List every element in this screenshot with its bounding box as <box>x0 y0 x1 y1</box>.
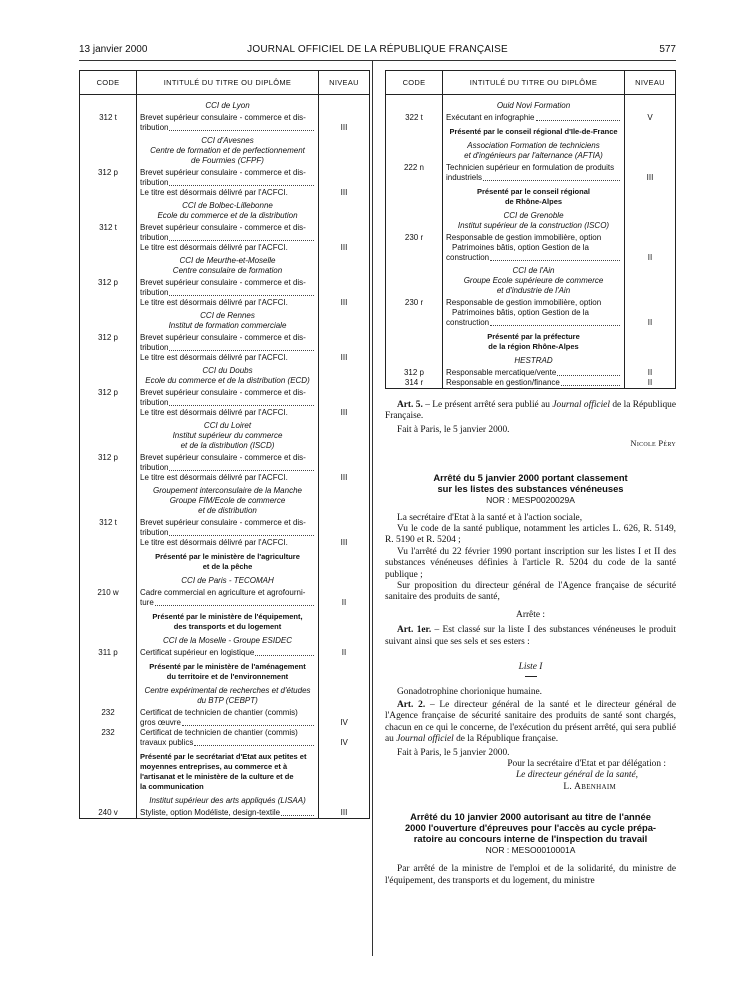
table-row <box>80 253 370 278</box>
diploma-level: III <box>319 278 370 308</box>
table-row <box>386 233 676 263</box>
table-row <box>386 368 676 389</box>
diploma-level: III <box>319 168 370 198</box>
diploma-title-cont: construction <box>446 253 490 262</box>
fait-a-paris: Fait à Paris, le 5 janvier 2000. <box>397 424 510 435</box>
table-row <box>80 548 370 588</box>
page-header <box>79 44 676 58</box>
decree-title-line: Arrêté du 10 janvier 2000 autorisant au titre de l'année <box>410 811 651 823</box>
page-number: 577 <box>659 44 676 55</box>
presenter-cont: moyennes entreprises, au commerce et à <box>140 762 288 771</box>
diploma-code: 232 <box>80 728 137 748</box>
organism-name: Centre expérimental de recherches et d'études <box>144 686 311 695</box>
diploma-level: II <box>625 233 676 263</box>
diploma-title-cont: Patrimoines bâtis, option Gestion de la <box>452 243 589 252</box>
diploma-code: 311 p <box>80 648 137 658</box>
header-intitule: INTITULÉ DU TITRE OU DIPLÔME <box>137 71 319 95</box>
organism-sub: Groupe FIM/Ecole de commerce <box>169 496 286 505</box>
table-row <box>386 123 676 163</box>
organism-name: CCI de Meurthe-et-Moselle <box>179 256 276 265</box>
paragraph: Par arrêté de la ministre de l'emploi et de la solidarité, du ministre de l'équipement, des transports et du logement, du ministre <box>385 864 676 886</box>
product-name: Gonadotrophine chorionique humaine. <box>397 686 543 697</box>
organism-name: CCI de Paris - TECOMAH <box>181 576 274 585</box>
diploma-title: Responsable de gestion immobilière, option <box>446 298 602 307</box>
presenter: Présenté par le conseil régional d'Ile-de-France <box>449 127 618 136</box>
diploma-title: Responsable de gestion immobilière, option <box>446 233 602 242</box>
table-row <box>80 95 370 114</box>
diploma-title-cont: tribution <box>140 398 169 407</box>
director-title: Le directeur général de la santé, <box>515 770 638 781</box>
organism-sub: Institut supérieur du commerce <box>172 431 283 440</box>
table-row <box>386 263 676 298</box>
diploma-level: V <box>625 113 676 123</box>
diploma-note: Le titre est désormais délivré par l'ACFCI. <box>140 298 288 307</box>
article-text: – Le présent arrêté sera publié au <box>422 400 553 410</box>
diploma-title: Brevet supérieur consulaire - commerce et dis- <box>140 453 306 462</box>
diploma-title-cont: tribution <box>140 233 169 242</box>
organism-sub: Institut supérieur de la construction (ISCO) <box>457 221 610 230</box>
diploma-table-left <box>79 70 370 819</box>
diploma-title: Brevet supérieur consulaire - commerce et dis- <box>140 278 306 287</box>
diploma-title: Brevet supérieur consulaire - commerce et dis- <box>140 168 306 177</box>
organism-sub: du BTP (CEBPT) <box>197 696 258 705</box>
organism-name: CCI de Grenoble <box>503 211 564 220</box>
journal-title: JOURNAL OFFICIEL DE LA RÉPUBLIQUE FRANÇAISE <box>247 44 508 55</box>
signature: L. Abenhaim <box>563 781 616 792</box>
diploma-code: 312 t <box>80 518 137 548</box>
table-row <box>80 518 370 548</box>
article-label: Art. 1er. <box>397 625 432 636</box>
diploma-title-cont: Patrimoines bâtis, option Gestion de la <box>452 308 589 317</box>
diploma-title-cont: travaux publics <box>140 738 194 747</box>
diploma-title-cont: tribution <box>140 178 169 187</box>
arrete-label: Arrête : <box>516 609 545 620</box>
diploma-title: Certificat de technicien de chantier (commis) <box>140 708 298 717</box>
diploma-title: Styliste, option Modéliste, design-textile <box>140 808 281 817</box>
organism-name: CCI de l'Ain <box>512 266 555 275</box>
article-text: – Est classé sur la liste I des substances vénéneuses le produit suivant ainsi que ses sels et ses esters : <box>385 625 677 647</box>
diploma-title: Responsable en gestion/finance <box>446 378 560 387</box>
organism-sub: et de distribution <box>198 506 257 515</box>
article-5 <box>385 400 676 450</box>
diploma-note: Le titre est désormais délivré par l'ACFCI. <box>140 353 288 362</box>
journal-ref: Journal officiel <box>552 400 610 410</box>
diploma-note: Le titre est désormais délivré par l'ACFCI. <box>140 538 288 547</box>
diploma-title: Exécutant en infographie <box>446 113 535 122</box>
table-row <box>80 333 370 363</box>
table-row <box>80 588 370 608</box>
organism-name: Institut supérieur des arts appliqués (LISAA) <box>149 796 306 805</box>
diploma-title: Technicien supérieur en formulation de produits <box>446 163 615 172</box>
table-row <box>80 658 370 708</box>
diploma-title-cont: industriels <box>446 173 483 182</box>
table-row <box>386 328 676 368</box>
organism-sub: Ecole du commerce et de la distribution (ECD) <box>145 376 310 385</box>
diploma-title: Responsable mercatique/vente <box>446 368 557 377</box>
table-row <box>386 163 676 183</box>
header-intitule: INTITULÉ DU TITRE OU DIPLÔME <box>443 71 625 95</box>
diploma-title-cont: ture <box>140 598 154 607</box>
paragraph: La secrétaire d'Etat à la santé et à l'action sociale, <box>397 512 583 523</box>
header-code: CODE <box>386 71 443 95</box>
table-row <box>386 95 676 114</box>
article-text: de la République française. <box>453 734 559 745</box>
diploma-title-cont: construction <box>446 318 490 327</box>
diploma-code: 240 v <box>80 808 137 819</box>
diploma-level: III <box>319 113 370 133</box>
diploma-code: 312 p <box>80 333 137 363</box>
organism-name: HESTRAD <box>514 356 553 365</box>
signature: Nicole Péry <box>630 438 676 449</box>
diploma-code: 312 t <box>80 113 137 133</box>
organism-sub: Ecole du commerce et de la distribution <box>157 211 298 220</box>
table-row <box>80 278 370 308</box>
diploma-code: 312 p <box>80 453 137 483</box>
article-text: de la République Française. <box>385 400 676 422</box>
decree-title <box>385 811 676 844</box>
diploma-level: III <box>625 163 676 183</box>
diploma-level: II <box>319 648 370 658</box>
article-text: – Le directeur général de la santé et le directeur général de l'Agence française de sécurité sanitaire des produits de santé sont chargés, chacun en ce qui le concerne, de l'exécution du présent arrêté, qui sera publié au <box>385 699 677 745</box>
diploma-title: Certificat supérieur en logistique <box>140 648 255 657</box>
nor-reference: NOR : MESP0020029A <box>486 494 575 505</box>
presenter-cont: l'artisanat et le ministère de la culture et de <box>140 772 294 781</box>
header-niveau: NIVEAU <box>319 71 370 95</box>
presenter-cont: la communication <box>140 782 204 791</box>
diploma-level: II <box>625 298 676 328</box>
header-code: CODE <box>80 71 137 95</box>
table-row <box>80 308 370 333</box>
presenter-cont: de Rhône-Alpes <box>504 197 563 206</box>
organism-name: CCI de Lyon <box>205 101 250 110</box>
presenter-cont: des transports et du logement <box>173 622 282 631</box>
diploma-level: III <box>319 808 370 819</box>
diploma-title: Brevet supérieur consulaire - commerce et dis- <box>140 223 306 232</box>
table-row <box>386 298 676 328</box>
diploma-level: II <box>647 378 653 387</box>
nor-reference: NOR : MESO0010001A <box>485 845 576 856</box>
diploma-title: Cadre commercial en agriculture et agrofourni- <box>140 588 306 597</box>
presenter: Présenté par le ministère de l'aménagement <box>149 662 306 671</box>
diploma-code: 322 t <box>386 113 443 123</box>
diploma-code: 210 w <box>80 588 137 608</box>
organism-sub: et d'ingénieurs par l'alternance (AFTIA) <box>464 151 603 160</box>
diploma-title: Brevet supérieur consulaire - commerce et dis- <box>140 518 306 527</box>
presenter: Présenté par le ministère de l'agriculture <box>155 552 300 561</box>
diploma-level: III <box>319 453 370 483</box>
paragraph: Vu l'arrêté du 22 février 1990 portant inscription sur les listes I et II des substances vénéneuses définies à l'article R. 5204 du code de la santé publique ; <box>385 546 676 580</box>
organism-sub: et d'industrie de l'Ain <box>496 286 571 295</box>
diploma-code: 312 p <box>80 388 137 418</box>
right-column <box>385 70 676 887</box>
article-label: Art. 2. <box>397 699 426 710</box>
diploma-title: Brevet supérieur consulaire - commerce et dis- <box>140 333 306 342</box>
diploma-title-cont: tribution <box>140 288 169 297</box>
table-row <box>80 748 370 808</box>
presenter-cont: de la région Rhône-Alpes <box>488 342 579 351</box>
diploma-title-cont: tribution <box>140 528 169 537</box>
table-row <box>80 483 370 518</box>
table-row <box>386 113 676 123</box>
list-heading: Liste I <box>518 662 543 673</box>
paragraph: Sur proposition du directeur général de l'Agence française de sécurité sanitaire des produits de santé, <box>385 581 676 603</box>
paragraph: Vu le code de la santé publique, notamment les articles L. 626, R. 5149, R. 5190 et R. 5204 ; <box>385 524 676 546</box>
decree-title-line: sur les listes des substances vénéneuses <box>437 482 624 494</box>
decree-substances <box>385 472 676 794</box>
header-niveau: NIVEAU <box>625 71 676 95</box>
header-rule <box>79 60 676 61</box>
table-row <box>80 198 370 223</box>
table-row <box>80 808 370 819</box>
diploma-level: II <box>647 368 653 377</box>
organism-name: CCI du Loiret <box>203 421 252 430</box>
organism-sub: et de la distribution (ISCD) <box>180 441 275 450</box>
diploma-level: IV <box>319 728 370 748</box>
organism-name: CCI de Rennes <box>200 311 255 320</box>
organism-name: CCI du Doubs <box>202 366 253 375</box>
diploma-code: 230 r <box>386 298 443 328</box>
column-separator <box>372 60 373 956</box>
diploma-title-cont: tribution <box>140 123 169 132</box>
decree-title-line: 2000 l'ouverture d'épreuves pour l'accès au cycle prépa- <box>404 822 657 834</box>
article-label: Art. 5. <box>397 400 423 410</box>
delegation: Pour la secrétaire d'Etat et par délégation : <box>507 758 666 769</box>
organism-sub: Institut de formation commerciale <box>168 321 287 330</box>
journal-ref: Journal officiel <box>396 734 454 745</box>
divider-icon <box>525 676 537 677</box>
decree-inspection <box>385 811 676 887</box>
organism-sub: de Fourmies (CFPF) <box>191 156 264 165</box>
table-header-row <box>80 71 370 95</box>
diploma-table-right <box>385 70 676 389</box>
organism-name: CCI d'Avesnes <box>201 136 254 145</box>
table-row <box>80 363 370 388</box>
organism-name: Association Formation de techniciens <box>467 141 600 150</box>
table-row <box>80 453 370 483</box>
diploma-note: Le titre est désormais délivré par l'ACFCI. <box>140 473 288 482</box>
diploma-code: 230 r <box>386 233 443 263</box>
diploma-title-cont: tribution <box>140 463 169 472</box>
table-row <box>80 223 370 253</box>
table-row <box>80 608 370 648</box>
diploma-code: 312 p <box>80 168 137 198</box>
diploma-title-cont: gros œuvre <box>140 718 181 727</box>
diploma-title: Certificat de technicien de chantier (commis) <box>140 728 298 737</box>
diploma-title-cont: tribution <box>140 343 169 352</box>
table-row <box>80 133 370 168</box>
diploma-level: III <box>319 223 370 253</box>
decree-title <box>385 472 676 494</box>
diploma-note: Le titre est désormais délivré par l'ACFCI. <box>140 243 288 252</box>
diploma-code: 232 <box>80 708 137 728</box>
organism-name: CCI de la Moselle - Groupe ESIDEC <box>163 636 292 645</box>
diploma-level: III <box>319 333 370 363</box>
presenter: Présenté par la préfecture <box>487 332 580 341</box>
organism-sub: Groupe Ecole supérieure de commerce <box>463 276 604 285</box>
table-row <box>80 708 370 728</box>
diploma-title: Brevet supérieur consulaire - commerce et dis- <box>140 113 306 122</box>
decree-title-line: ratoire au concours interne de l'inspection du travail <box>413 833 648 845</box>
organism-sub: Centre consulaire de formation <box>172 266 283 275</box>
diploma-code: 312 p <box>403 368 425 377</box>
table-row <box>80 728 370 748</box>
table-row <box>80 388 370 418</box>
diploma-title: Brevet supérieur consulaire - commerce et dis- <box>140 388 306 397</box>
fait-a-paris: Fait à Paris, le 5 janvier 2000. <box>397 747 510 758</box>
organism-name: Groupement interconsulaire de la Manche <box>153 486 302 495</box>
diploma-level: IV <box>319 708 370 728</box>
table-row <box>80 648 370 658</box>
organism-name: CCI de Bolbec-Lillebonne <box>182 201 273 210</box>
table-row <box>80 113 370 133</box>
organism-sub: Centre de formation et de perfectionnement <box>150 146 305 155</box>
presenter-cont: et de la pêche <box>202 562 253 571</box>
table-row <box>80 168 370 198</box>
diploma-code: 312 t <box>80 223 137 253</box>
diploma-level: III <box>319 518 370 548</box>
diploma-note: Le titre est désormais délivré par l'ACFCI. <box>140 408 288 417</box>
decree-title-line: Arrêté du 5 janvier 2000 portant classement <box>433 471 628 483</box>
diploma-level: II <box>319 588 370 608</box>
diploma-note: Le titre est désormais délivré par l'ACFCI. <box>140 188 288 197</box>
header-date: 13 janvier 2000 <box>79 44 148 55</box>
left-column <box>79 70 370 819</box>
table-row <box>80 418 370 453</box>
organism-name: Ouid Novi Formation <box>496 101 571 110</box>
table-header-row <box>386 71 676 95</box>
diploma-level: III <box>319 388 370 418</box>
presenter-cont: du territoire et de l'environnement <box>166 672 289 681</box>
diploma-code: 314 r <box>404 378 424 387</box>
presenter: Présenté par le secrétariat d'Etat aux petites et <box>140 752 307 761</box>
table-row <box>386 183 676 233</box>
presenter: Présenté par le ministère de l'équipement, <box>152 612 303 621</box>
diploma-code: 312 p <box>80 278 137 308</box>
diploma-code: 222 n <box>386 163 443 183</box>
presenter: Présenté par le conseil régional <box>477 187 590 196</box>
